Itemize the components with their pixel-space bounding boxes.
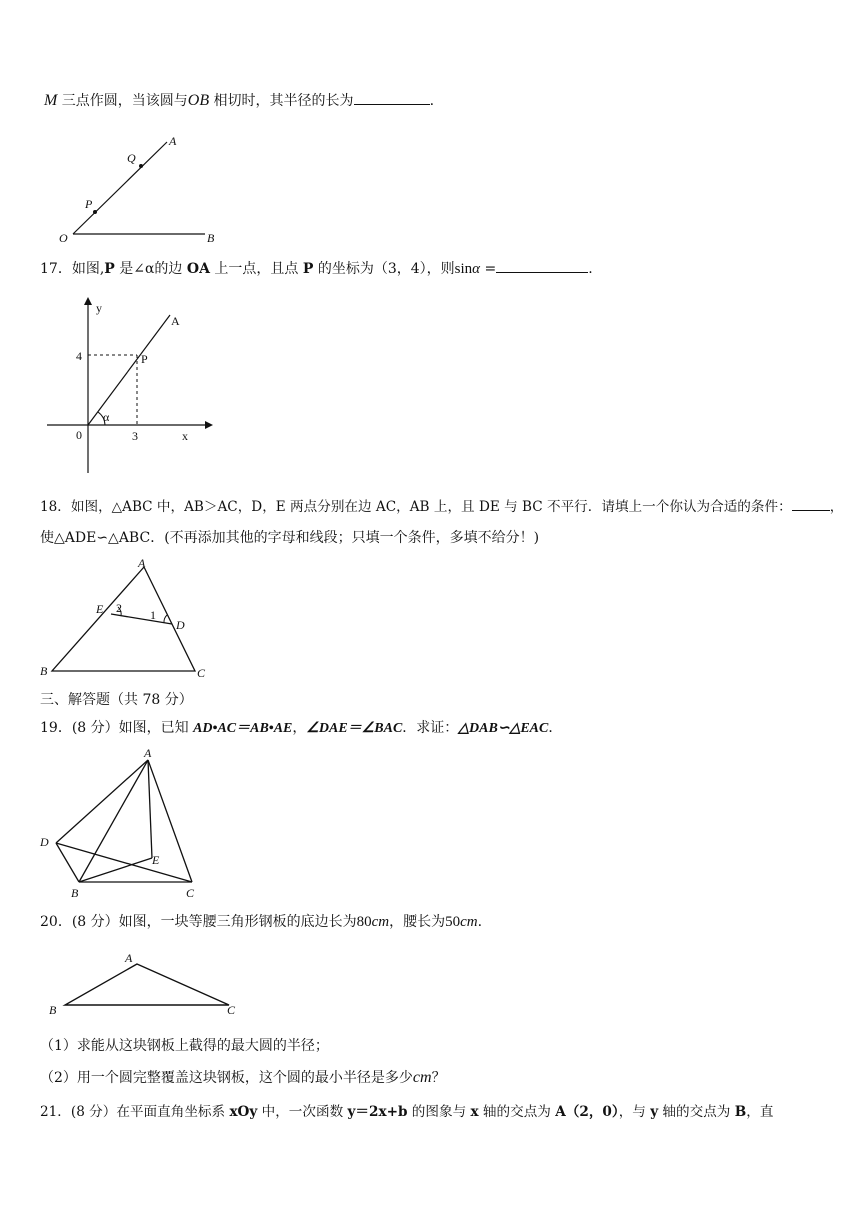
q17-oa: OA bbox=[186, 261, 210, 277]
q17-text bbox=[40, 258, 593, 279]
origin-label: 0 bbox=[76, 428, 82, 442]
label-c: C bbox=[197, 666, 206, 680]
label-p: P bbox=[141, 352, 148, 366]
q19-figure bbox=[38, 745, 218, 905]
q20-leg-value: 50 bbox=[445, 914, 461, 930]
q16-end: . bbox=[429, 93, 435, 109]
axis-y-label: y bbox=[96, 301, 102, 315]
q20-figure bbox=[45, 948, 245, 1023]
label-p: P bbox=[85, 197, 93, 211]
q20-sub1: （1）求能从这块钢板上截得的最大圆的半径； bbox=[40, 1038, 329, 1054]
q17-sin: sin bbox=[454, 261, 473, 277]
q19-end: ． bbox=[548, 720, 563, 736]
q17-text-c: 的坐标为（3，4），则 bbox=[313, 261, 455, 277]
answer-blank[interactable] bbox=[354, 90, 430, 105]
q21-xaxis: x bbox=[470, 1104, 479, 1120]
q18-figure bbox=[40, 557, 220, 682]
answer-blank[interactable] bbox=[496, 258, 588, 273]
label-a: A bbox=[169, 134, 177, 148]
label-a: A bbox=[171, 314, 180, 328]
q17-text-b: 上一点，且点 bbox=[209, 261, 303, 277]
tick-3: 3 bbox=[132, 429, 138, 443]
q17-p2: P bbox=[302, 261, 314, 277]
q20-sub2-text: （2）用一个圆完整覆盖这块钢板，这个圆的最小半径是多少 bbox=[40, 1070, 413, 1086]
q18-text2: 使△ADE∽△ABC．(不再添加其他的字母和线段；只填一个条件，多填不给分！) bbox=[40, 530, 540, 546]
q19-prefix: 19．(8 分）如图，已知 bbox=[40, 720, 194, 736]
q19-goal: △DAB∽△EAC bbox=[458, 721, 549, 736]
label-a: A bbox=[144, 746, 152, 760]
axis-x-label: x bbox=[182, 429, 188, 443]
q21-func: y＝2x+b bbox=[347, 1104, 408, 1120]
q19-text bbox=[40, 718, 562, 739]
tick-4: 4 bbox=[76, 349, 82, 363]
q17-eq: = bbox=[480, 261, 497, 277]
q21-xoy: xOy bbox=[229, 1104, 258, 1120]
q21-yaxis: y bbox=[650, 1104, 659, 1120]
q21-t3: 轴的交点为 bbox=[478, 1104, 556, 1120]
label-d: D bbox=[176, 618, 185, 632]
label-b: B bbox=[49, 1003, 57, 1017]
q19-sep: ， bbox=[292, 720, 307, 736]
q17-end: . bbox=[588, 261, 593, 277]
label-o: O bbox=[59, 231, 68, 245]
q18-line1 bbox=[40, 496, 843, 517]
label-e: E bbox=[96, 602, 104, 616]
q21-t2: 的图象与 bbox=[407, 1104, 471, 1120]
q20-base-unit: cm bbox=[371, 914, 390, 930]
q16-text-a: 三点作圆，当该圆与 bbox=[57, 93, 188, 109]
q17-alpha: α bbox=[472, 261, 481, 277]
q16-text-b: 相切时，其半径的长为 bbox=[209, 93, 354, 109]
label-e: E bbox=[152, 853, 160, 867]
label-q: Q bbox=[127, 151, 136, 165]
q21-point-a: A（2，0） bbox=[555, 1104, 619, 1120]
q20-mid: ，腰长为 bbox=[389, 914, 446, 930]
q21-t6: ，直 bbox=[746, 1104, 774, 1120]
label-a: A bbox=[125, 951, 133, 965]
q17-figure bbox=[45, 295, 215, 475]
q21-t4: ，与 bbox=[618, 1104, 651, 1120]
q21-t5: 轴的交点为 bbox=[658, 1104, 735, 1120]
q20-sub2-unit: cm bbox=[412, 1069, 432, 1086]
label-b: B bbox=[40, 664, 48, 678]
q18-text: 18．如图，△ABC 中，AB＞AC，D，E 两点分别在边 AC，AB 上，且 DE 与 BC 不平行．请填上一个你认为合适的条件： bbox=[40, 499, 792, 515]
angle-1: 1 bbox=[150, 608, 156, 622]
var-m: M bbox=[44, 92, 58, 109]
section3-title: 三、解答题（共 78 分） bbox=[40, 692, 193, 708]
angle-alpha: α bbox=[103, 410, 110, 424]
q20-sub2 bbox=[40, 1068, 446, 1088]
q18-line2 bbox=[40, 528, 539, 548]
var-ob: OB bbox=[187, 92, 210, 109]
q17-p: P bbox=[104, 261, 115, 277]
q20-text bbox=[40, 912, 482, 932]
q20-prefix: 20．(8 分）如图，一块等腰三角形钢板的底边长为 bbox=[40, 914, 357, 930]
angle-2: 2 bbox=[116, 601, 122, 615]
q21-text bbox=[40, 1102, 773, 1122]
label-b: B bbox=[71, 886, 79, 900]
q20-end: . bbox=[477, 914, 483, 930]
q19-cond2: ∠DAE＝∠BAC bbox=[306, 721, 403, 736]
q21-prefix: 21．(8 分）在平面直角坐标系 bbox=[40, 1104, 230, 1120]
q16-figure bbox=[55, 130, 235, 250]
label-b: B bbox=[207, 231, 215, 245]
label-c: C bbox=[186, 886, 195, 900]
q17-prefix: 17．如图, bbox=[40, 261, 105, 277]
q21-t1: 中，一次函数 bbox=[257, 1104, 348, 1120]
q19-cond1: AD•AC＝AB•AE bbox=[193, 721, 293, 736]
q21-point-b: B bbox=[734, 1104, 747, 1120]
q20-base-value: 80 bbox=[356, 914, 372, 930]
q20-sub2-end: ？ bbox=[431, 1070, 446, 1086]
answer-blank[interactable] bbox=[792, 496, 830, 511]
label-a: A bbox=[138, 556, 146, 570]
q16-text bbox=[44, 90, 434, 111]
q17-text-a: 是∠α的边 bbox=[114, 261, 187, 277]
q18-comma: ， bbox=[829, 499, 844, 515]
q19-mid: ．求证： bbox=[402, 720, 459, 736]
label-c: C bbox=[227, 1003, 236, 1017]
q20-leg-unit: cm bbox=[460, 914, 478, 930]
label-d: D bbox=[40, 835, 49, 849]
